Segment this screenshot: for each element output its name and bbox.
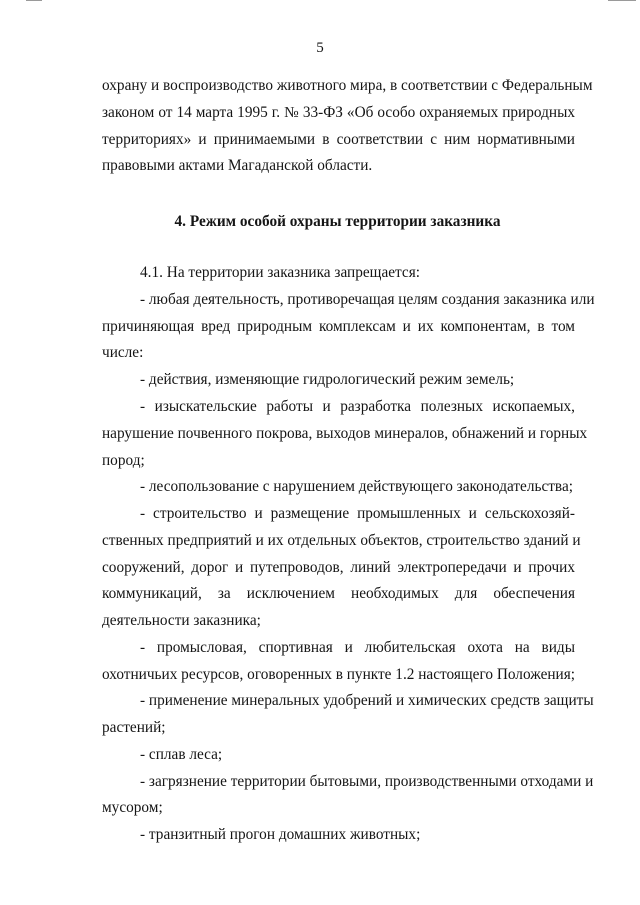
list-item-line: числе: [102, 344, 144, 361]
list-item-line: растений; [102, 719, 166, 736]
section-heading: 4. Режим особой охраны территории заказника [174, 213, 501, 230]
list-item-line: охотничьих ресурсов, оговоренных в пункте 1.2 настоящего Положения; [102, 666, 576, 683]
list-item-line: нарушение почвенного покрова, выходов минералов, обнажений и горных [102, 425, 588, 442]
paragraph-line: 4.1. На территории заказника запрещается: [140, 264, 420, 281]
list-item-line: сооружений, дорог и путепроводов, линий электропередачи и прочих [102, 559, 575, 576]
list-item-line: - загрязнение территории бытовыми, производственными отходами и [140, 773, 594, 790]
scan-edge-mark-left [26, 0, 42, 1]
list-item-line: - любая деятельность, противоречащая целям создания заказника или [140, 291, 595, 308]
paragraph-line: охрану и воспроизводство животного мира, в соответствии с Федеральным [102, 77, 593, 94]
paragraph-line: территориях» и принимаемыми в соответствии с ним нормативными [102, 131, 575, 148]
scan-edge-mark-right [608, 0, 636, 1]
list-item-line: мусором; [102, 799, 163, 816]
list-item-line: деятельности заказника; [102, 612, 261, 629]
list-item-line: причиняющая вред природным комплексам и их компонентам, в том [102, 318, 575, 335]
list-item-line: - промысловая, спортивная и любительская охота на виды [140, 639, 575, 656]
page-number: 5 [316, 40, 324, 56]
list-item-line: - изыскательские работы и разработка полезных ископаемых, [140, 398, 575, 415]
list-item-line: - действия, изменяющие гидрологический режим земель; [140, 371, 515, 388]
list-item-line: - лесопользование с нарушением действующего законодательства; [140, 478, 573, 495]
list-item-line: коммуникаций, за исключением необходимых для обеспечения [102, 585, 575, 602]
list-item-line: - применение минеральных удобрений и химических средств защиты [140, 692, 594, 709]
paragraph-line: законом от 14 марта 1995 г. № 33-ФЗ «Об особо охраняемых природных [102, 104, 575, 121]
list-item-line: пород; [102, 452, 145, 469]
list-item-line: ственных предприятий и их отдельных объектов, строительство зданий и [102, 532, 581, 549]
list-item-line: - строительство и размещение промышленных и сельскохозяй- [140, 505, 575, 522]
list-item-line: - транзитный прогон домашних животных; [140, 826, 421, 843]
list-item-line: - сплав леса; [140, 746, 223, 763]
paragraph-line: правовыми актами Магаданской области. [102, 157, 373, 174]
